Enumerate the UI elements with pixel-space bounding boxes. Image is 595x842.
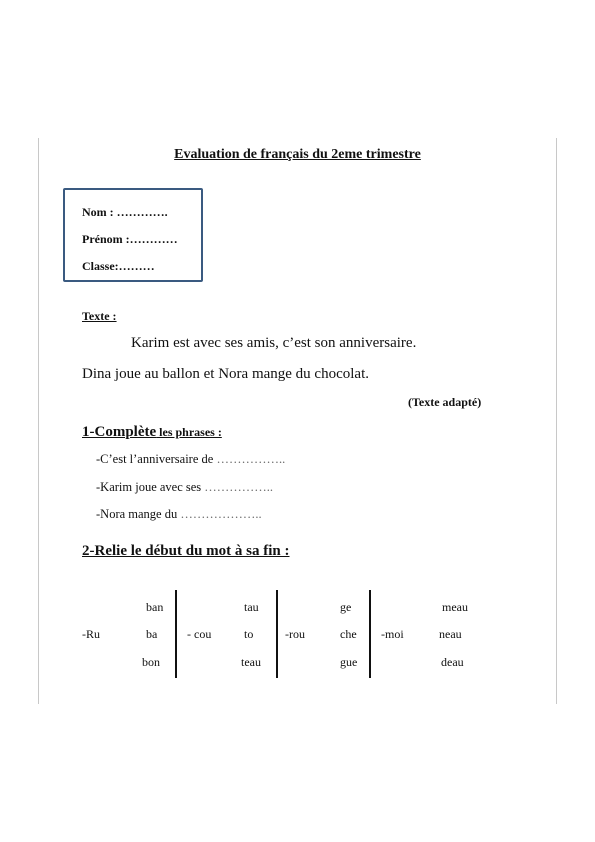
exercise-1-sentence: [96, 480, 273, 495]
group-1-ending: ba: [146, 627, 158, 641]
group-4-ending: deau: [441, 655, 464, 669]
group-4-prefix: -moi: [381, 627, 404, 641]
group-2-ending: to: [244, 627, 254, 641]
exercise-1-title: [82, 424, 222, 441]
exercise-2-title: 2-Relie le début du mot à sa fin :: [82, 543, 290, 559]
nom-field: Nom : ………….: [82, 205, 168, 219]
right-margin-line: [556, 138, 557, 704]
group-2-ending: tau: [244, 600, 259, 614]
group-3-ending: gue: [340, 655, 358, 669]
separator-line: [276, 590, 278, 678]
texte-line-2: Dina joue au ballon et Nora mange du chocolat.: [82, 366, 369, 382]
separator-line: [369, 590, 371, 678]
texte-line-1: Karim est avec ses amis, c’est son anniversaire.: [131, 335, 417, 351]
group-2-ending: teau: [241, 655, 261, 669]
group-1-prefix: -Ru: [82, 627, 100, 641]
exercise-1-sentence: [96, 452, 285, 467]
sentence-text: -Karim joue avec ses: [96, 480, 205, 494]
group-4-ending: neau: [439, 627, 462, 641]
exercise-1-title-rest: les phrases :: [156, 425, 222, 439]
exercise-1-title-main: 1-Complète: [82, 424, 157, 440]
texte-label: Texte :: [82, 309, 117, 323]
separator-line: [175, 590, 177, 678]
group-3-ending: ge: [340, 600, 352, 614]
sentence-text: -C’est l’anniversaire de: [96, 452, 217, 466]
group-4-ending: meau: [442, 600, 468, 614]
group-1-ending: ban: [146, 600, 164, 614]
group-3-prefix: -rou: [285, 627, 305, 641]
texte-source: (Texte adapté): [408, 395, 482, 409]
sentence-blank: ………………..: [180, 507, 262, 521]
group-3-ending: che: [340, 627, 357, 641]
group-1-ending: bon: [142, 655, 160, 669]
group-2-prefix: - cou: [187, 627, 212, 641]
left-margin-line: [38, 138, 39, 704]
sentence-blank: ……………..: [204, 480, 274, 494]
prenom-field: Prénom :…………: [82, 232, 178, 246]
exercise-1-sentence: [96, 507, 262, 522]
page-title: Evaluation de français du 2eme trimestre: [174, 147, 421, 162]
classe-field: Classe:………: [82, 259, 155, 273]
sentence-blank: ……………..: [216, 452, 286, 466]
sentence-text: -Nora mange du: [96, 507, 181, 521]
